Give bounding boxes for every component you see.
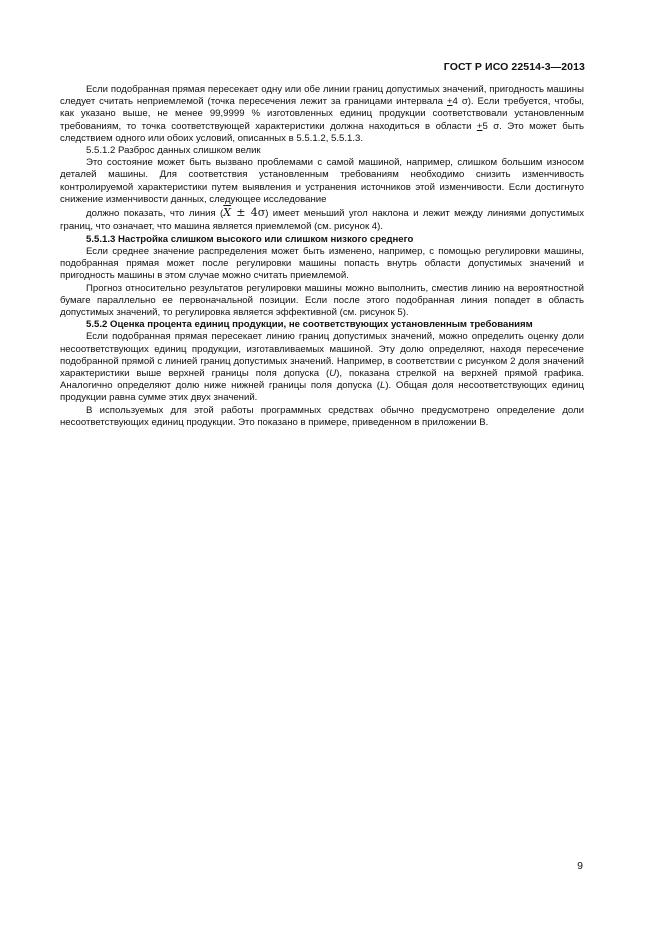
page-number: 9 <box>577 860 583 872</box>
paragraph-adjustment-forecast: Прогноз относительно результатов регулировки машины можно выполнить, сместив линию на вероятностной бумаге параллельно ее первоначальной позиции. Если после этого подобранная линия попадет в область допустимых значений, то регулировка является эффективной (см. рисунок 5). <box>60 282 584 319</box>
paragraph-variation: Это состояние может быть вызвано проблемами с самой машиной, например, слишком большим износом деталей машины. Для соответствия установленным требованиям необходимо снизить изменчивость контролируемой характеристики путем выявления и устранения источников этой изменчивости. Если достигнуто снижение изменчивости данных, следующее исследование <box>60 157 584 205</box>
section-heading-5-5-2: 5.5.2 Оценка процента единиц продукции, не соответствующих установленным требованиям <box>86 319 533 331</box>
subsection-heading-5-5-1-3: 5.5.1.3 Настройка слишком высокого или слишком низкого среднего <box>86 233 414 245</box>
paragraph-intersection: Если подобранная прямая пересекает одну или обе линии границ допустимых значений, пригодность машины следует считать неприемлемой (точка пересечения лежит за границами интервала +4 σ). Если требуется, чтобы, как указано выше, не менее 99,9999 % изготовленных единиц продукции соответствовали установленным требованиям, то точка соответствующей характеристики должна находиться в области +5 σ. Это может быть следствием одного или обоих условий, описанных в 5.5.1.2, 5.5.1.3. <box>60 84 585 144</box>
paragraph-nonconforming-estimate: Если подобранная прямая пересекает линию границ допустимых значений, можно определить оценку доли несоответствующих единиц продукции, изготавливаемых машиной. Эту долю определяют, находя пересечение подобранной прямой с линией границ допустимых значений. Например, в соответствии с рисунком 2 доля значений характеристики выше верхней границы поля допуска (U), показана стрелкой на верхней прямой графика. Аналогично определяют долю ниже нижней границы поля допуска (L). Общая доля несоответствующих единиц продукции равна сумме этих двух значений. <box>60 331 585 404</box>
subsection-heading-5-5-1-2: 5.5.1.2 Разброс данных слишком велик <box>86 145 261 157</box>
paragraph-line-slope: должно показать, что линия $(\overline{X} \pm 4\sigma)$ имеет меньший угол наклона и лежит между линиями допустимых границ, что означает, что машина является приемлемой (см. рисунок 4). <box>60 206 584 233</box>
document-body <box>60 84 584 429</box>
document-header: ГОСТ Р ИСО 22514-3—2013 <box>443 61 585 73</box>
paragraph-mean-adjustment: Если среднее значение распределения может быть изменено, например, с помощью регулировки машины, подобранная прямая может после регулировки машины попасть внутрь области допустимых значений и пригодность машины в этом случае можно считать приемлемой. <box>60 246 584 282</box>
formula-x-bar: $\overline{X} \pm 4\sigma$ <box>223 206 266 220</box>
paragraph-software: В используемых для этой работы программных средствах обычно предусмотрено определение доли несоответствующих единиц продукции. Это показано в примере, приведенном в приложении В. <box>60 404 584 428</box>
